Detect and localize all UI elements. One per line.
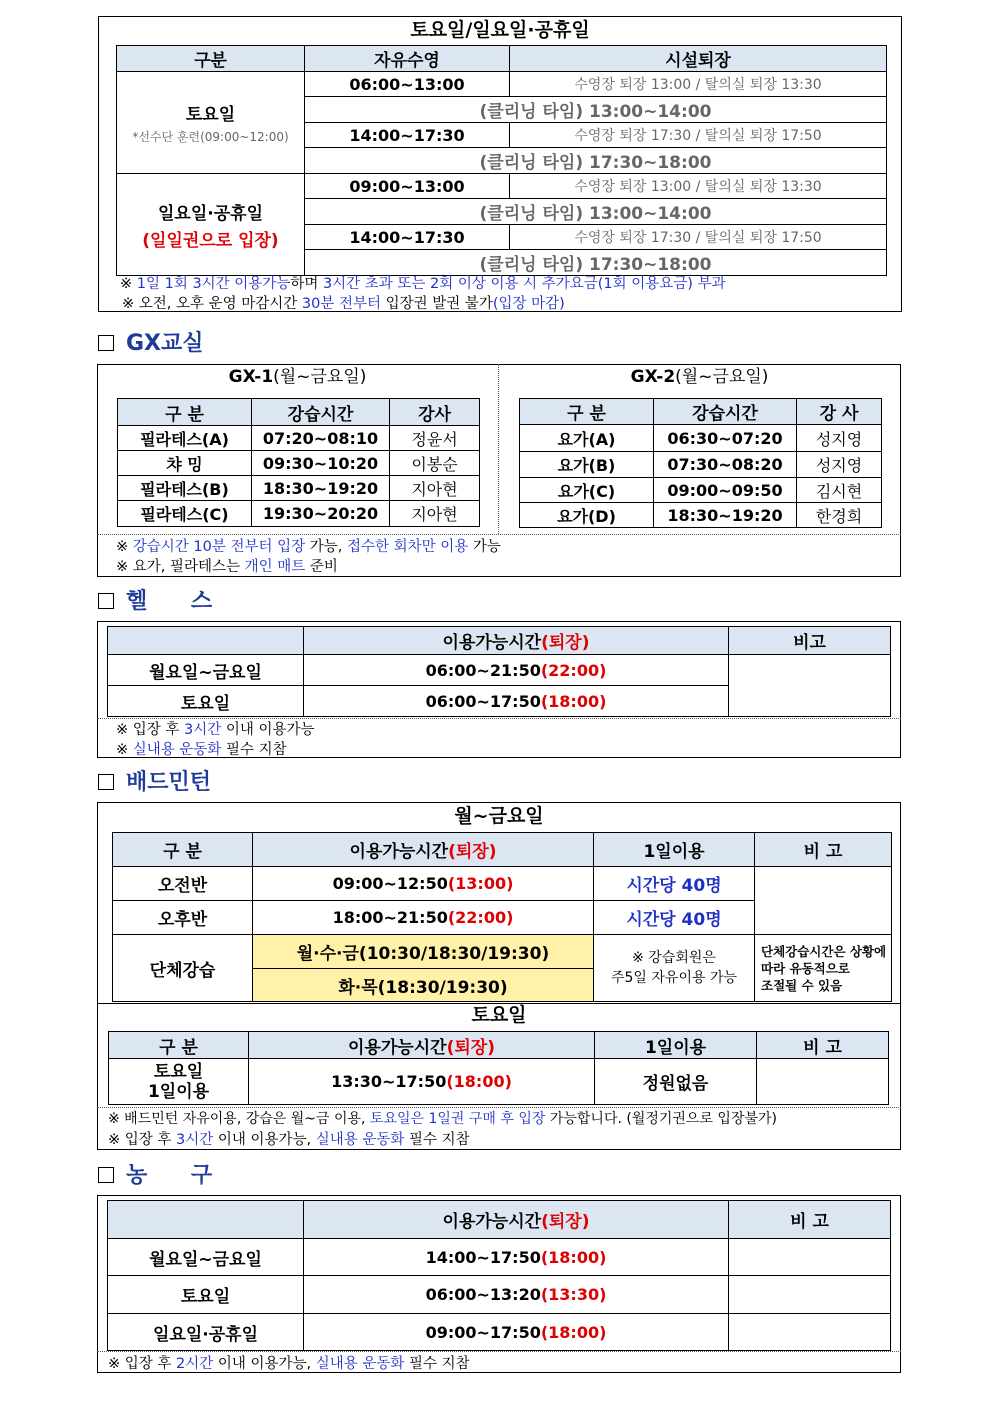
bb-day: 월요일~금요일	[108, 1239, 304, 1276]
checkbox-icon	[98, 774, 114, 790]
teacher: 김시현	[797, 478, 882, 503]
gx-note-2: ※ 요가, 필라테스는 개인 매트 준비	[116, 559, 338, 575]
bm-sat-remark	[757, 1059, 889, 1105]
swim-time: 14:00~17:30	[305, 225, 510, 250]
teacher: 지아현	[390, 501, 480, 527]
gx2-header-teacher: 강 사	[797, 399, 882, 425]
bm-group-slot-1: 월·수·금(10:30/18:30/19:30)	[253, 935, 594, 969]
swim-time: 06:00~13:00	[305, 72, 510, 97]
bm-row-name: 오전반	[113, 867, 253, 901]
bb-header-blank	[108, 1201, 304, 1239]
bm-group-fee-note: ※ 강습회원은 주5일 자유이용 가능	[594, 935, 755, 1002]
swim-time: 14:00~17:30	[305, 123, 510, 148]
bm-sat-name: 토요일 1일이용	[109, 1059, 249, 1105]
bb-time: 14:00~17:50(18:00)	[304, 1239, 729, 1276]
class-time: 09:30~10:20	[252, 451, 390, 476]
gx2-header-time: 강습시간	[654, 399, 797, 425]
class-name: 요가(A)	[520, 425, 654, 452]
teacher: 지아현	[390, 476, 480, 501]
health-remark	[729, 655, 891, 717]
bm-row-fee: 시간당 40명	[594, 901, 755, 935]
badminton-section-title: 배드민턴	[98, 765, 211, 796]
swim-time: 09:00~13:00	[305, 174, 510, 199]
health-time: 06:00~21:50(22:00)	[304, 655, 729, 686]
health-day: 토요일	[108, 686, 304, 717]
class-time: 07:30~08:20	[654, 452, 797, 478]
teacher: 성지영	[797, 425, 882, 452]
bb-header-remark: 비 고	[729, 1201, 891, 1239]
checkbox-icon	[98, 335, 114, 351]
teacher: 정윤서	[390, 426, 480, 451]
saturday-sub: *선수단 훈련(09:00~12:00)	[132, 130, 289, 144]
bm-row-time: 18:00~21:50(22:00)	[253, 901, 594, 935]
health-day: 월요일~금요일	[108, 655, 304, 686]
bm-row-name: 오후반	[113, 901, 253, 935]
class-name: 필라테스(B)	[118, 476, 252, 501]
badminton-note-1: ※ 배드민턴 자유이용, 강습은 월~금 이용, 토요일은 1일권 구매 후 입장 가능합니다. (월정기권으로 입장불가)	[108, 1111, 777, 1127]
gx1-table	[117, 398, 480, 527]
class-name: 챠 밍	[118, 451, 252, 476]
bb-day: 토요일	[108, 1276, 304, 1314]
health-header-time: 이용가능시간(퇴장)	[304, 627, 729, 655]
cleaning-time: (클리닝 타임) 13:00~14:00	[305, 97, 887, 123]
swim-note-1: ※ 1일 1회 3시간 이용가능하며 3시간 초과 또는 2회 이상 이용 시 추가요금(1회 이용요금) 부과	[120, 276, 726, 292]
bm-sat-header-remark: 비 고	[757, 1032, 889, 1059]
health-note-2: ※ 실내용 운동화 필수 지참	[116, 742, 287, 758]
badminton-weekday-title: 월~금요일	[454, 805, 544, 827]
class-time: 18:30~19:20	[654, 503, 797, 528]
swim-note-2: ※ 오전, 오후 운영 마감시간 30분 전부터 입장권 발권 불가(입장 마감)	[122, 296, 565, 312]
class-time: 19:30~20:20	[252, 501, 390, 527]
health-table	[107, 626, 891, 717]
holiday-cell	[117, 174, 305, 276]
cleaning-time: (클리닝 타임) 17:30~18:00	[305, 148, 887, 174]
gx1-title: GX-1(월~금요일)	[228, 367, 367, 387]
class-name: 요가(C)	[520, 478, 654, 503]
class-time: 09:00~09:50	[654, 478, 797, 503]
bm-sat-time: 13:30~17:50(18:00)	[249, 1059, 595, 1105]
gx1-header-time: 강습시간	[252, 399, 390, 426]
gx2-table	[519, 398, 882, 528]
bm-sat-header-category: 구 분	[109, 1032, 249, 1059]
bb-header-time: 이용가능시간(퇴장)	[304, 1201, 729, 1239]
checkbox-icon	[98, 1167, 114, 1183]
teacher: 성지영	[797, 452, 882, 478]
class-time: 06:30~07:20	[654, 425, 797, 452]
bm-group-slot-2: 화·목(18:30/19:30)	[253, 969, 594, 1002]
bm-remark-empty	[755, 867, 892, 935]
gx2-header-category: 구 분	[520, 399, 654, 425]
swim-header-free: 자유수영	[305, 46, 510, 72]
bm-sat-header-daily: 1일이용	[595, 1032, 757, 1059]
gx-note-1: ※ 강습시간 10분 전부터 입장 가능, 접수한 회차만 이용 가능	[116, 539, 501, 555]
bm-group-name: 단체강습	[113, 935, 253, 1002]
saturday-label: 토요일	[185, 105, 236, 125]
swim-title: 토요일/일요일·공휴일	[410, 19, 590, 41]
gx-section-title: GX교실	[98, 326, 204, 357]
cleaning-time: (클리닝 타임) 17:30~18:00	[305, 250, 887, 276]
swim-table	[116, 45, 887, 276]
badminton-note-2: ※ 입장 후 3시간 이내 이용가능, 실내용 운동화 필수 지참	[108, 1132, 470, 1148]
class-time: 07:20~08:10	[252, 426, 390, 451]
health-header-blank	[108, 627, 304, 655]
badminton-saturday-table	[108, 1031, 889, 1105]
bm-sat-header-time: 이용가능시간(퇴장)	[249, 1032, 595, 1059]
cleaning-time: (클리닝 타임) 13:00~14:00	[305, 199, 887, 225]
class-name: 필라테스(C)	[118, 501, 252, 527]
checkbox-icon	[98, 593, 114, 609]
health-section-title: 헬 스	[98, 584, 230, 615]
bm-header-time: 이용가능시간(퇴장)	[253, 833, 594, 867]
bm-header-category: 구 분	[113, 833, 253, 867]
bb-remark	[729, 1239, 891, 1276]
basketball-note: ※ 입장 후 2시간 이내 이용가능, 실내용 운동화 필수 지참	[108, 1356, 470, 1372]
gx1-header-teacher: 강사	[390, 399, 480, 426]
bb-time: 06:00~13:20(13:30)	[304, 1276, 729, 1314]
basketball-table	[107, 1200, 891, 1351]
swim-exit: 수영장 퇴장 17:30 / 탈의실 퇴장 17:50	[510, 123, 887, 148]
holiday-label: 일요일·공휴일	[158, 203, 263, 224]
gx2-title: GX-2(월~금요일)	[630, 367, 769, 387]
bm-header-daily: 1일이용	[594, 833, 755, 867]
bb-remark	[729, 1314, 891, 1351]
health-header-remark: 비고	[729, 627, 891, 655]
swim-header-exit: 시설퇴장	[510, 46, 887, 72]
bm-row-fee: 시간당 40명	[594, 867, 755, 901]
gx1-header-category: 구 분	[118, 399, 252, 426]
class-time: 18:30~19:20	[252, 476, 390, 501]
bm-header-remark: 비 고	[755, 833, 892, 867]
swim-header-category: 구분	[117, 46, 305, 72]
class-name: 요가(B)	[520, 452, 654, 478]
class-name: 요가(D)	[520, 503, 654, 528]
swim-exit: 수영장 퇴장 13:00 / 탈의실 퇴장 13:30	[510, 72, 887, 97]
basketball-section-title: 농 구	[98, 1158, 230, 1189]
bb-remark	[729, 1276, 891, 1314]
bb-time: 09:00~17:50(18:00)	[304, 1314, 729, 1351]
badminton-weekday-table	[112, 832, 892, 1002]
health-time: 06:00~17:50(18:00)	[304, 686, 729, 717]
class-name: 필라테스(A)	[118, 426, 252, 451]
swim-exit: 수영장 퇴장 13:00 / 탈의실 퇴장 13:30	[510, 174, 887, 199]
teacher: 한경희	[797, 503, 882, 528]
bm-row-time: 09:00~12:50(13:00)	[253, 867, 594, 901]
holiday-sub: (일일권으로 입장)	[142, 230, 279, 251]
teacher: 이봉순	[390, 451, 480, 476]
health-note-1: ※ 입장 후 3시간 이내 이용가능	[116, 722, 315, 738]
bm-sat-fee: 정원없음	[595, 1059, 757, 1105]
swim-exit: 수영장 퇴장 17:30 / 탈의실 퇴장 17:50	[510, 225, 887, 250]
saturday-cell	[117, 72, 305, 174]
bb-day: 일요일·공휴일	[108, 1314, 304, 1351]
badminton-saturday-title: 토요일	[471, 1004, 527, 1026]
bm-group-remark: 단체강습시간은 상황에 따라 유동적으로 조절될 수 있음	[755, 935, 892, 1002]
